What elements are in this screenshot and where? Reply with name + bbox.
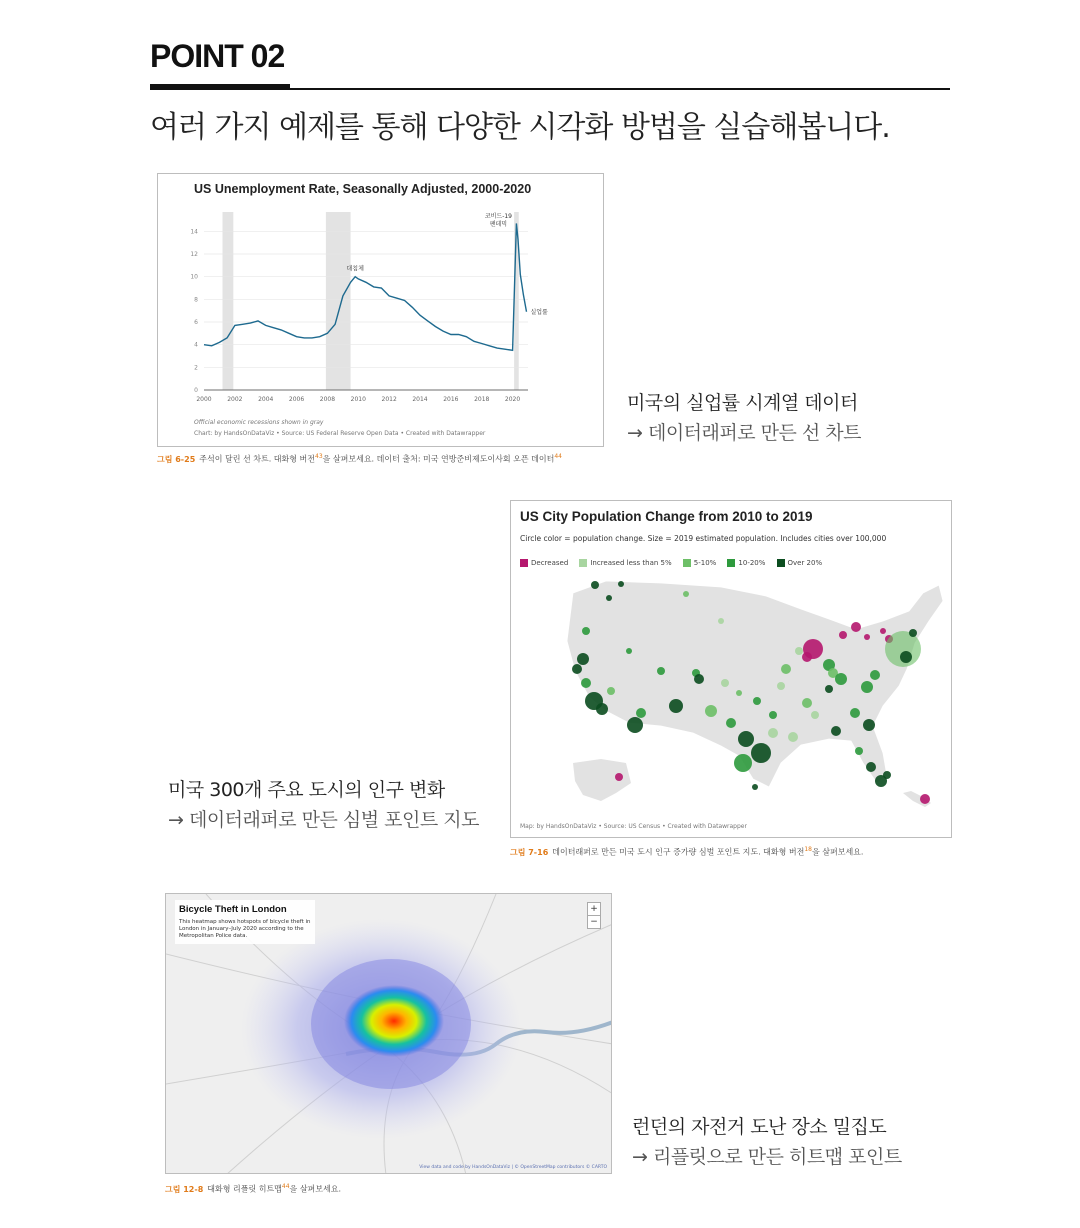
x-tick-label: 2008 [319,396,336,403]
description-subtitle: → 리플릿으로 만든 히트맵 포인트 [632,1146,902,1168]
figure-description [627,388,861,448]
city-circle [870,670,880,680]
city-circle [591,581,599,589]
y-tick-label: 2 [194,364,198,372]
heatmap-description: This heatmap shows hotspots of bicycle theft in London in January–July 2020 according to the Metropolitan Police data. [179,919,311,939]
description-subtitle: → 데이터래퍼로 만든 심벌 포인트 지도 [168,809,479,831]
annotation-covid: 코비드-19 [484,213,513,220]
city-circle [734,754,752,772]
map-subtitle: Circle color = population change. Size = 2019 estimated population. Includes cities over 100,000 [520,534,887,543]
zoom-in-button[interactable]: + [588,903,600,916]
heat-core [344,985,444,1057]
caption-number: 그림 6-25 [157,454,196,464]
city-circle [636,708,646,718]
city-circle [596,703,608,715]
city-circle [909,629,917,637]
caption-text-tail: 을 살펴보세요. [289,1184,342,1194]
city-circle [669,699,683,713]
figure-caption [165,1183,341,1195]
divider-accent [150,84,290,90]
caption-text: 주석이 달린 선 차트. 대화형 버전 [199,454,315,464]
city-circle [855,747,863,755]
map-source: Map: by HandsOnDataViz • Source: US Census • Created with Datawrapper [520,823,747,830]
city-circle [626,648,632,654]
city-circle [825,685,833,693]
caption-text-tail: 을 살펴보세요. [812,847,864,857]
city-circle [726,718,736,728]
city-circle [694,674,704,684]
city-circle [581,678,591,688]
city-circle [751,743,771,763]
alaska [573,759,631,801]
city-circle [657,667,665,675]
caption-text: 데이터래퍼로 만든 미국 도시 인구 증가량 심벌 포인트 지도. 대화형 버전 [552,847,805,857]
city-circle [582,627,590,635]
heatmap-title: Bicycle Theft in London [179,904,287,915]
page-subtitle: 여러 가지 예제를 통해 다양한 시각화 방법을 실습해봅니다. [150,110,890,145]
city-circle [781,664,791,674]
city-circle [880,628,886,634]
description-subtitle: → 데이터래퍼로 만든 선 차트 [627,422,861,444]
y-tick-label: 12 [190,251,198,258]
city-circle [705,705,717,717]
city-circle [627,717,643,733]
city-circle [753,697,761,705]
x-tick-label: 2010 [350,396,366,403]
y-tick-label: 14 [190,228,198,236]
city-circle [768,728,778,738]
map-attribution[interactable]: View data and code by HandsOnDataViz | © OpenStreetMap contributors © CARTO [419,1165,607,1170]
caption-footnote-ref: 18 [804,846,812,853]
city-circle [851,622,861,632]
city-circle [802,652,812,662]
description-title: 미국 300개 주요 도시의 인구 변화 [168,779,445,801]
city-circle [835,673,847,685]
heatmap-figure [165,893,612,1174]
legend-label: 5-10% [693,559,717,567]
x-tick-label: 2020 [504,396,521,403]
caption-number: 그림 12-8 [165,1184,204,1194]
description-title: 런던의 자전거 도난 장소 밀집도 [632,1116,887,1138]
city-circle [777,682,785,690]
city-circle [861,681,873,693]
x-tick-label: 2004 [258,396,274,403]
city-circle [863,719,875,731]
city-circle [683,591,689,597]
legend-label: 10-20% [738,559,766,567]
city-circle [607,687,615,695]
zoom-out-button[interactable]: − [590,917,598,927]
y-tick-label: 8 [194,296,198,304]
chart-title: US Unemployment Rate, Seasonally Adjusted, 2000-2020 [194,182,532,196]
city-circle [795,647,803,655]
x-tick-label: 2012 [381,396,397,403]
annotation-unemployment: 실업률 [530,308,548,316]
caption-text: 대화형 리플릿 히트맵 [207,1184,282,1194]
caption-number: 그림 7-16 [510,847,549,857]
figure-caption [510,846,863,858]
y-tick-label: 10 [190,273,198,281]
annotation-covid: 팬데믹 [489,221,508,228]
caption-text-tail: 을 살펴보세요. 데이터 출처: 미국 연방준비제도이사회 오픈 데이터 [322,454,555,464]
map-title: US City Population Change from 2010 to 2019 [520,509,813,524]
city-circle [718,618,724,624]
legend-label: Over 20% [787,559,823,567]
city-circle [802,698,812,708]
y-tick-label: 0 [194,387,198,394]
annotation-great-recession: 대침체 [346,265,364,273]
x-tick-label: 2018 [474,396,490,403]
recession-band [223,212,234,390]
city-circle [736,690,742,696]
city-circle [618,581,624,587]
figure-description [168,775,479,835]
chart-footnote: Official economic recessions shown in gray [194,419,324,426]
legend-label: Increased less than 5% [590,559,672,567]
chart-source: Chart: by HandsOnDataViz • Source: US Federal Reserve Open Data • Created with Datawrapper [194,430,486,437]
city-circle [811,711,819,719]
city-circle [577,653,589,665]
city-circle [900,651,912,663]
city-circle [883,771,891,779]
x-tick-label: 2016 [443,396,459,403]
city-circle [831,726,841,736]
city-circle [752,784,758,790]
y-tick-label: 6 [194,319,198,326]
figure-description [632,1112,902,1172]
us-map [511,501,953,839]
x-tick-label: 2000 [196,396,212,403]
section-label: POINT 02 [150,38,285,74]
city-circle [839,631,847,639]
city-circle [864,634,870,640]
x-tick-label: 2002 [227,396,243,403]
city-circle [738,731,754,747]
caption-footnote-ref: 44 [554,453,562,460]
caption-footnote-ref: 43 [315,453,323,460]
city-circle [788,732,798,742]
symbol-map-figure [510,500,952,838]
x-tick-label: 2006 [288,396,305,403]
caption-footnote-ref: 44 [281,1183,290,1190]
city-circle [572,664,582,674]
unemployment-line [204,223,527,350]
figure-caption [157,453,562,465]
description-title: 미국의 실업률 시계열 데이터 [627,392,858,414]
city-circle [920,794,930,804]
x-tick-label: 2014 [412,396,428,403]
legend-label: Decreased [531,559,569,567]
heatmap-info-panel [175,900,315,944]
city-circle [606,595,612,601]
zoom-control [587,902,601,929]
y-tick-label: 4 [194,341,198,349]
line-chart [158,174,605,448]
recession-band [326,212,351,390]
city-circle [615,773,623,781]
city-circle [866,762,876,772]
city-circle [721,679,729,687]
line-chart-figure [157,173,604,447]
city-circle [850,708,860,718]
city-circle [769,711,777,719]
